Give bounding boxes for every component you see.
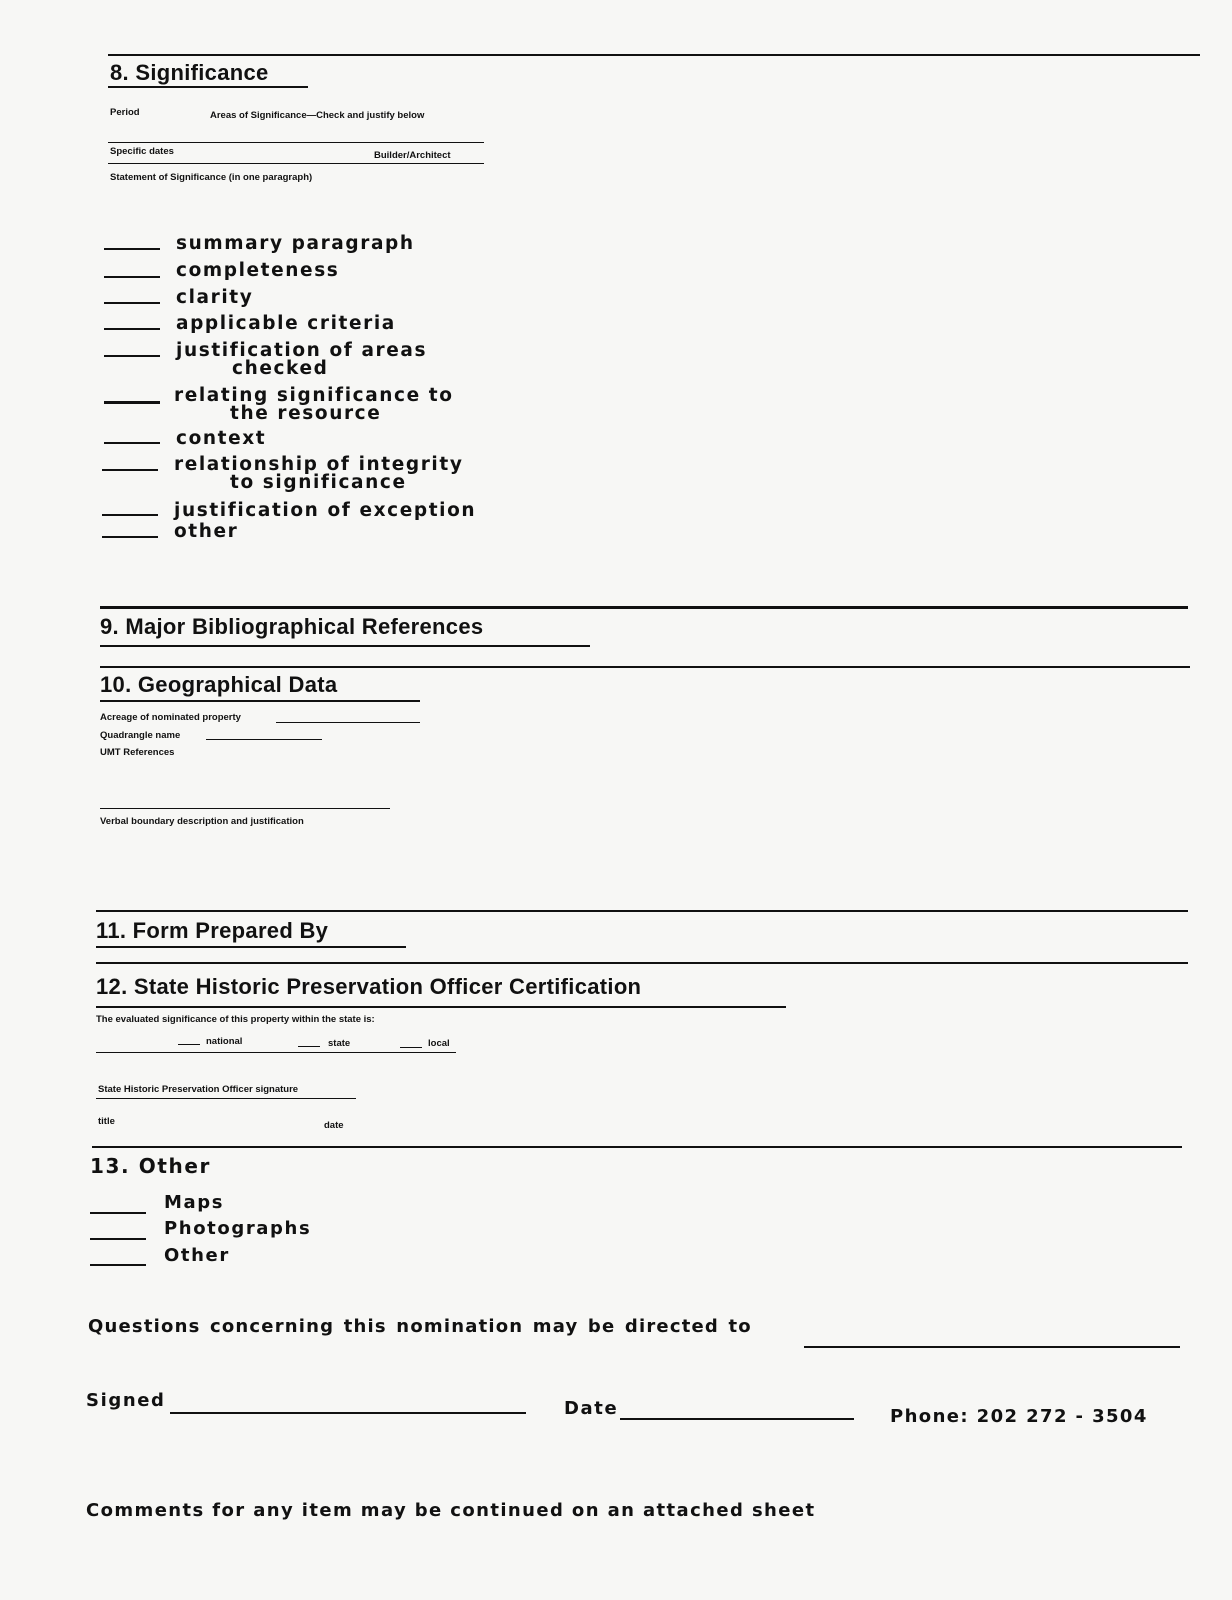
section-11-underline (96, 946, 406, 948)
statement-label: Statement of Significance (in one paragraph) (110, 172, 313, 183)
specific-dates-label: Specific dates (110, 146, 174, 157)
section-12-rule (96, 962, 1188, 964)
title-label: title (98, 1116, 115, 1127)
checklist-item-continuation: the resource (230, 403, 382, 424)
checklist-item: clarity (176, 287, 254, 308)
local-check[interactable] (400, 1047, 422, 1048)
state-check[interactable] (298, 1046, 320, 1047)
date-label: date (324, 1120, 344, 1131)
checkbox-line[interactable] (104, 355, 160, 357)
other-item-photographs: Photographs (164, 1218, 312, 1239)
signature-field[interactable] (96, 1098, 356, 1099)
checklist-item: relating significance to (174, 385, 454, 406)
section-10-underline (100, 700, 420, 702)
checkbox-line[interactable] (90, 1264, 146, 1266)
section-9-rule (100, 606, 1188, 609)
section-13-rule (92, 1146, 1182, 1148)
checkbox-line[interactable] (104, 401, 160, 404)
questions-text: Questions concerning this nomination may be directed to (88, 1316, 752, 1337)
other-item-maps: Maps (164, 1192, 225, 1213)
state-label: state (328, 1038, 351, 1049)
checkbox-line[interactable] (104, 276, 160, 278)
checklist-item: completeness (176, 260, 340, 281)
date-footer-label: Date (564, 1398, 619, 1419)
comments-note: Comments for any item may be continued on an attached sheet (86, 1500, 816, 1521)
checklist-item: summary paragraph (176, 233, 415, 254)
evaluated-rule (96, 1052, 456, 1053)
checklist-item-continuation: checked (232, 358, 329, 379)
checklist-item: relationship of integrity (174, 454, 464, 475)
checkbox-line[interactable] (90, 1212, 146, 1214)
checklist-item: other (174, 521, 239, 542)
signed-label: Signed (86, 1390, 166, 1411)
section-10-title: 10. Geographical Data (100, 672, 338, 697)
checklist-item: justification of exception (174, 500, 477, 521)
questions-field[interactable] (804, 1346, 1180, 1348)
verbal-boundary-label: Verbal boundary description and justification (100, 816, 304, 827)
checklist-item-continuation: to significance (230, 472, 407, 493)
phone-text: Phone: 202 272 - 3504 (890, 1406, 1148, 1427)
section-9-underline (100, 645, 590, 647)
checkbox-line[interactable] (102, 469, 158, 471)
checkbox-line[interactable] (102, 514, 158, 516)
section-10-rule (100, 666, 1190, 668)
period-label: Period (110, 107, 140, 118)
section-11-rule (96, 910, 1188, 912)
acreage-field[interactable] (276, 722, 420, 723)
acreage-label: Acreage of nominated property (100, 712, 241, 723)
signed-field[interactable] (170, 1412, 526, 1414)
checklist-item: applicable criteria (176, 313, 396, 334)
checkbox-line[interactable] (104, 442, 160, 444)
section-13-title: 13. Other (90, 1154, 212, 1178)
areas-of-significance-label: Areas of Significance—Check and justify below (210, 110, 425, 121)
builder-architect-label: Builder/Architect (374, 150, 451, 161)
evaluated-significance-label: The evaluated significance of this property within the state is: (96, 1014, 375, 1025)
checkbox-line[interactable] (102, 536, 158, 538)
checklist-item: context (176, 428, 267, 449)
utm-rule (100, 808, 390, 809)
date-footer-field[interactable] (620, 1418, 854, 1420)
quadrangle-label: Quadrangle name (100, 730, 181, 741)
checkbox-line[interactable] (104, 328, 160, 330)
dates-rule (108, 163, 484, 164)
top-rule (108, 54, 1200, 56)
quadrangle-field[interactable] (206, 739, 322, 740)
checkbox-line[interactable] (90, 1238, 146, 1240)
section-8-title: 8. Significance (110, 60, 269, 85)
section-8-underline (108, 86, 308, 88)
checkbox-line[interactable] (104, 302, 160, 304)
section-12-title: 12. State Historic Preservation Officer Certification (96, 974, 642, 999)
section-12-underline (96, 1006, 786, 1008)
national-label: national (206, 1036, 243, 1047)
local-label: local (428, 1038, 450, 1049)
section-11-title: 11. Form Prepared By (96, 918, 329, 943)
shpo-signature-label: State Historic Preservation Officer signature (98, 1084, 299, 1095)
national-check[interactable] (178, 1044, 200, 1045)
period-rule (108, 142, 484, 143)
section-9-title: 9. Major Bibliographical References (100, 614, 484, 639)
utm-references-label: UMT References (100, 747, 175, 758)
checklist-item: justification of areas (176, 340, 428, 361)
other-item-other: Other (164, 1245, 230, 1266)
checkbox-line[interactable] (104, 248, 160, 250)
